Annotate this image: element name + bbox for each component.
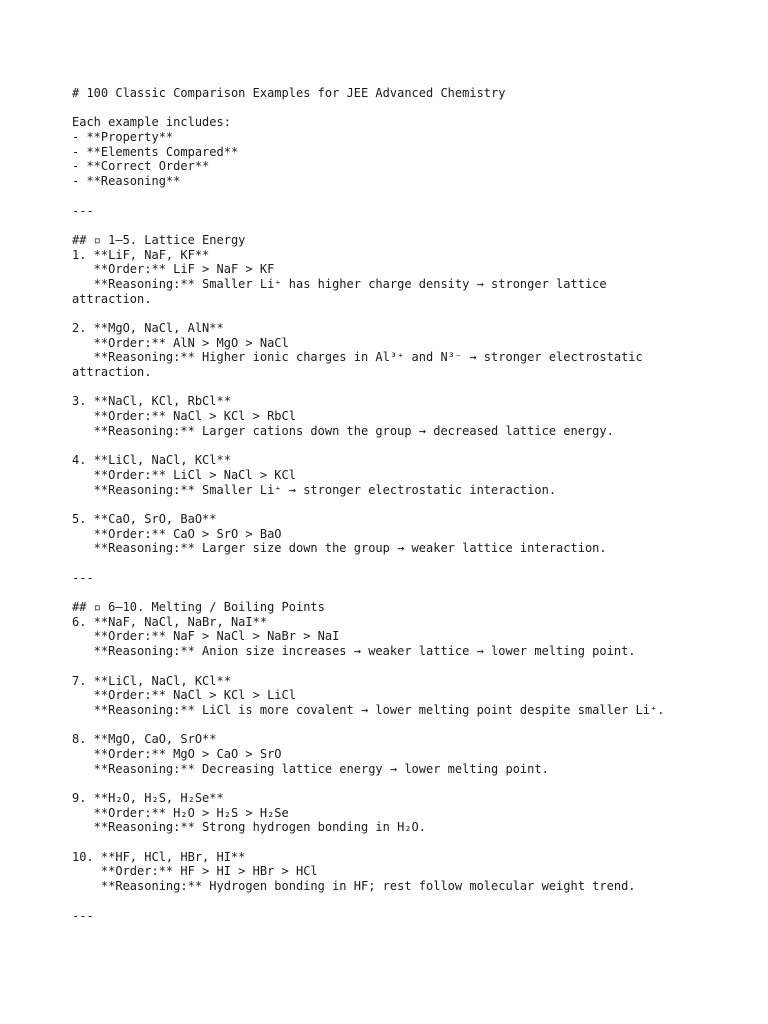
intro-bullet-elements: - **Elements Compared** [72,144,239,159]
blank-line [72,718,752,733]
item-title: 7. **LiCl, NaCl, KCl** [72,673,231,688]
separator: --- [72,203,94,218]
blank-line [72,585,752,600]
item-order: **Order:** CaO > SrO > BaO [72,526,282,541]
item-reasoning: **Reasoning:** Higher ionic charges in Al³⁺ and N³⁻ → stronger electrostatic [72,350,643,365]
item-title: 1. **LiF, NaF, KF** [72,247,210,262]
item-reasoning: **Reasoning:** Strong hydrogen bonding in H₂O. [72,820,427,835]
item-title: 5. **CaO, SrO, BaO** [72,511,217,526]
section-heading-lattice-energy: ## ▫ 1–5. Lattice Energy [72,232,246,247]
intro-bullet-order: - **Correct Order** [72,159,210,174]
item-order: **Order:** HF > HI > HBr > HCl [72,864,318,879]
item-title: 4. **LiCl, NaCl, KCl** [72,453,231,468]
item-reasoning: **Reasoning:** Hydrogen bonding in HF; rest follow molecular weight trend. [72,879,636,894]
item-reasoning: **Reasoning:** Larger cations down the group → decreased lattice energy. [72,423,614,438]
item-order: **Order:** NaF > NaCl > NaBr > NaI [72,629,340,644]
blank-line [72,380,752,395]
item-reasoning: **Reasoning:** Smaller Li⁺ has higher charge density → stronger lattice [72,276,607,291]
item-order: **Order:** LiCl > NaCl > KCl [72,467,296,482]
item-reasoning-continued: attraction. [72,365,152,380]
item-reasoning: **Reasoning:** Larger size down the group → weaker lattice interaction. [72,541,607,556]
item-title: 9. **H₂O, H₂S, H₂Se** [72,791,224,805]
item-title: 2. **MgO, NaCl, AlN** [72,321,224,335]
blank-line [72,894,752,909]
blank-line [72,189,752,204]
blank-line [72,306,752,321]
item-title: 6. **NaF, NaCl, NaBr, NaI** [72,614,268,629]
document-title: # 100 Classic Comparison Examples for JEE Advanced Chemistry [72,86,506,100]
item-reasoning: **Reasoning:** Anion size increases → weaker lattice → lower melting point. [72,644,636,659]
item-order: **Order:** MgO > CaO > SrO [72,746,282,761]
intro-bullet-reasoning: - **Reasoning** [72,174,181,189]
item-title: 10. **HF, HCl, HBr, HI** [72,849,246,864]
intro-bullet-property: - **Property** [72,130,174,145]
blank-line [72,659,752,674]
item-order: **Order:** H₂O > H₂S > H₂Se [72,805,289,820]
item-reasoning: **Reasoning:** Smaller Li⁺ → stronger electrostatic interaction. [72,482,557,497]
item-order: **Order:** NaCl > KCl > LiCl [72,688,296,703]
blank-line [72,218,752,233]
blank-line [72,556,752,571]
blank-line [72,497,752,512]
blank-line [72,439,752,454]
blank-line [72,776,752,791]
item-reasoning-continued: attraction. [72,291,152,306]
item-title: 3. **NaCl, KCl, RbCl** [72,394,231,409]
item-order: **Order:** LiF > NaF > KF [72,262,275,277]
section-heading-melting-boiling: ## ▫ 6–10. Melting / Boiling Points [72,600,325,615]
blank-line [72,101,752,116]
item-reasoning: **Reasoning:** Decreasing lattice energy → lower melting point. [72,761,549,776]
intro-line: Each example includes: [72,115,231,130]
item-reasoning: **Reasoning:** LiCl is more covalent → lower melting point despite smaller Li⁺. [72,702,665,717]
blank-line [72,835,752,850]
item-order: **Order:** AlN > MgO > NaCl [72,335,289,350]
document-page [72,86,752,923]
separator: --- [72,570,94,585]
item-order: **Order:** NaCl > KCl > RbCl [72,409,296,424]
separator: --- [72,908,94,923]
item-title: 8. **MgO, CaO, SrO** [72,732,217,747]
